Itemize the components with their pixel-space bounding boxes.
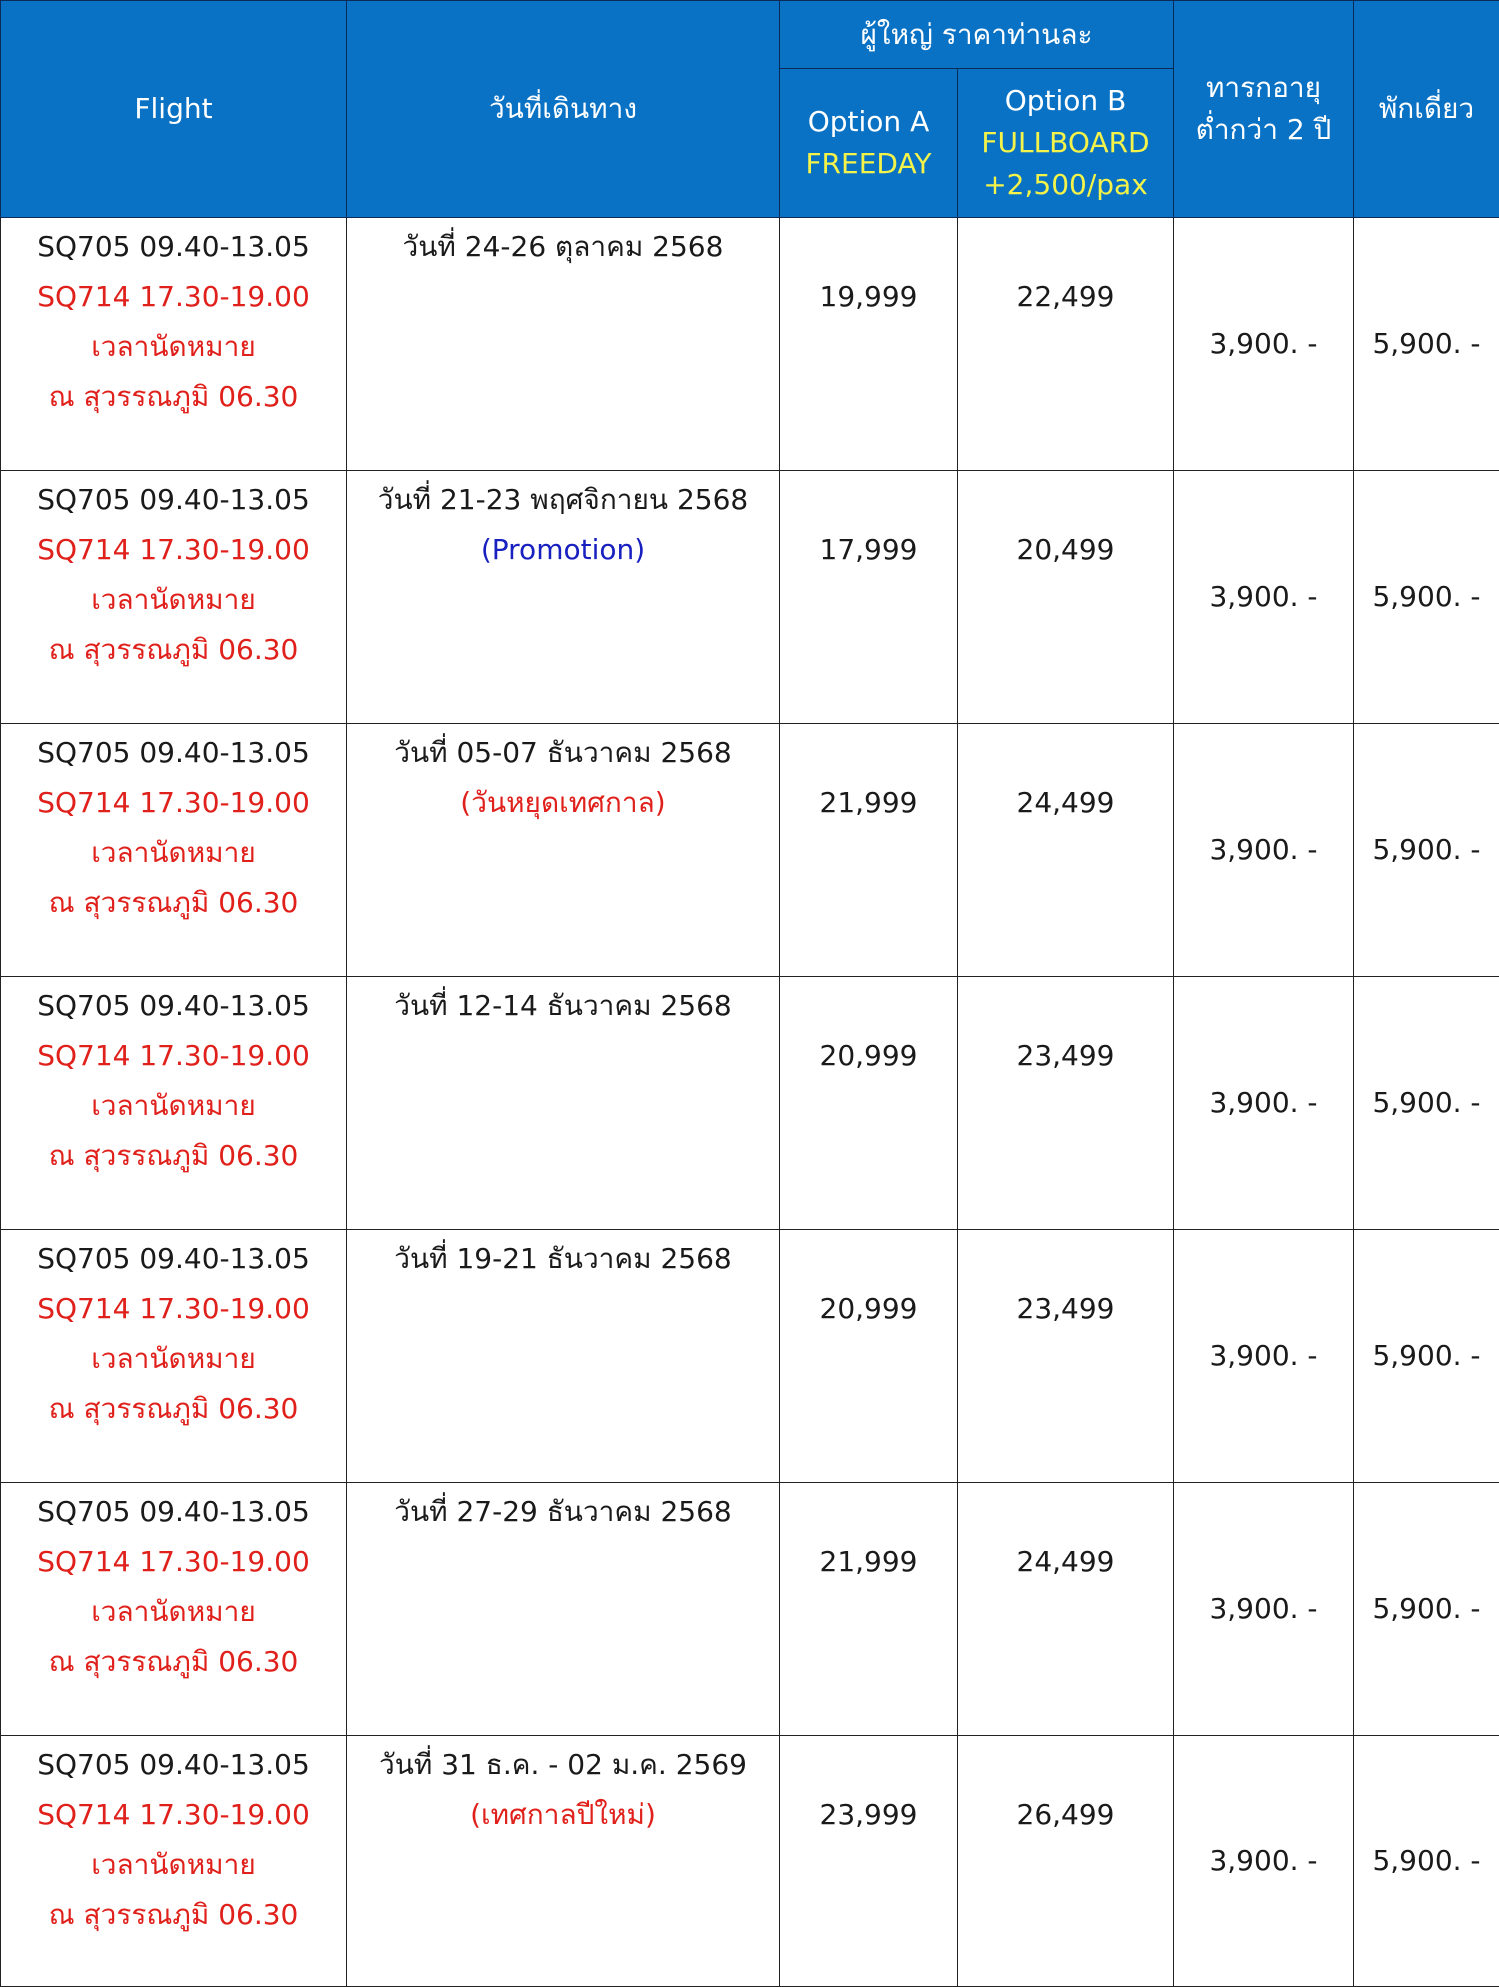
- outbound-flight: SQ705 09.40-13.05: [1, 728, 346, 778]
- single-supplement: 5,900. -: [1354, 1230, 1499, 1483]
- return-flight: SQ714 17.30-19.00: [1, 1031, 346, 1081]
- date-cell: [347, 471, 780, 724]
- option-a-price: 17,999: [780, 471, 958, 724]
- table-row: [1, 1483, 1499, 1736]
- outbound-flight: SQ705 09.40-13.05: [1, 475, 346, 525]
- header-option-b: [958, 69, 1174, 218]
- option-a-price: 20,999: [780, 977, 958, 1230]
- meeting-location: ณ สุวรรณภูมิ 06.30: [1, 1384, 346, 1434]
- table-row: [1, 1230, 1499, 1483]
- table-row: [1, 977, 1499, 1230]
- option-a-price: 20,999: [780, 1230, 958, 1483]
- option-b-price: 22,499: [958, 218, 1174, 471]
- flight-cell: [1, 471, 347, 724]
- table-row: [1, 1736, 1499, 1987]
- meeting-location: ณ สุวรรณภูมิ 06.30: [1, 1131, 346, 1181]
- travel-date: วันที่ 05-07 ธันวาคม 2568: [347, 728, 779, 778]
- outbound-flight: SQ705 09.40-13.05: [1, 1740, 346, 1790]
- date-cell: [347, 1483, 780, 1736]
- option-a-price: 19,999: [780, 218, 958, 471]
- header-adult-price: ผู้ใหญ่ ราคาท่านละ: [780, 1, 1174, 69]
- return-flight: SQ714 17.30-19.00: [1, 778, 346, 828]
- header-infant-line2: ต่ำกว่า 2 ปี: [1174, 109, 1353, 151]
- meeting-time-label: เวลานัดหมาย: [1, 1334, 346, 1384]
- infant-price: 3,900. -: [1174, 1483, 1354, 1736]
- flight-cell: [1, 1736, 347, 1987]
- flight-cell: [1, 1230, 347, 1483]
- travel-date: วันที่ 31 ธ.ค. - 02 ม.ค. 2569: [347, 1740, 779, 1790]
- return-flight: SQ714 17.30-19.00: [1, 272, 346, 322]
- header-option-b-sub1: FULLBOARD: [958, 122, 1173, 164]
- single-supplement: 5,900. -: [1354, 1483, 1499, 1736]
- return-flight: SQ714 17.30-19.00: [1, 1790, 346, 1840]
- travel-date: วันที่ 24-26 ตุลาคม 2568: [347, 222, 779, 272]
- header-infant: [1174, 1, 1354, 218]
- header-single: พักเดี่ยว: [1354, 1, 1499, 218]
- infant-price: 3,900. -: [1174, 1736, 1354, 1987]
- header-option-a-title: Option A: [780, 101, 957, 143]
- single-supplement: 5,900. -: [1354, 471, 1499, 724]
- option-b-price: 20,499: [958, 471, 1174, 724]
- meeting-time-label: เวลานัดหมาย: [1, 1840, 346, 1890]
- date-cell: [347, 1736, 780, 1987]
- meeting-location: ณ สุวรรณภูมิ 06.30: [1, 372, 346, 422]
- header-flight: Flight: [1, 1, 347, 218]
- travel-date: วันที่ 21-23 พฤศจิกายน 2568: [347, 475, 779, 525]
- meeting-location: ณ สุวรรณภูมิ 06.30: [1, 1890, 346, 1940]
- meeting-time-label: เวลานัดหมาย: [1, 322, 346, 372]
- date-cell: [347, 724, 780, 977]
- option-a-price: 23,999: [780, 1736, 958, 1987]
- infant-price: 3,900. -: [1174, 471, 1354, 724]
- date-cell: [347, 977, 780, 1230]
- header-option-b-title: Option B: [958, 80, 1173, 122]
- option-b-price: 24,499: [958, 724, 1174, 977]
- meeting-time-label: เวลานัดหมาย: [1, 575, 346, 625]
- return-flight: SQ714 17.30-19.00: [1, 1284, 346, 1334]
- flight-cell: [1, 724, 347, 977]
- table-row: [1, 218, 1499, 471]
- option-b-price: 23,499: [958, 977, 1174, 1230]
- meeting-location: ณ สุวรรณภูมิ 06.30: [1, 625, 346, 675]
- outbound-flight: SQ705 09.40-13.05: [1, 1487, 346, 1537]
- single-supplement: 5,900. -: [1354, 724, 1499, 977]
- meeting-time-label: เวลานัดหมาย: [1, 1081, 346, 1131]
- option-a-price: 21,999: [780, 1483, 958, 1736]
- option-b-price: 24,499: [958, 1483, 1174, 1736]
- table-row: [1, 724, 1499, 977]
- single-supplement: 5,900. -: [1354, 1736, 1499, 1987]
- header-travel-date: วันที่เดินทาง: [347, 1, 780, 218]
- travel-date: วันที่ 27-29 ธันวาคม 2568: [347, 1487, 779, 1537]
- meeting-time-label: เวลานัดหมาย: [1, 828, 346, 878]
- flight-cell: [1, 218, 347, 471]
- header-option-a-sub: FREEDAY: [780, 143, 957, 185]
- option-a-price: 21,999: [780, 724, 958, 977]
- outbound-flight: SQ705 09.40-13.05: [1, 222, 346, 272]
- option-b-price: 26,499: [958, 1736, 1174, 1987]
- header-option-a: [780, 69, 958, 218]
- flight-cell: [1, 1483, 347, 1736]
- travel-date: วันที่ 19-21 ธันวาคม 2568: [347, 1234, 779, 1284]
- header-option-b-sub2: +2,500/pax: [958, 164, 1173, 206]
- single-supplement: 5,900. -: [1354, 218, 1499, 471]
- meeting-location: ณ สุวรรณภูมิ 06.30: [1, 878, 346, 928]
- table-row: [1, 471, 1499, 724]
- outbound-flight: SQ705 09.40-13.05: [1, 981, 346, 1031]
- promotion-note: (Promotion): [347, 525, 779, 575]
- outbound-flight: SQ705 09.40-13.05: [1, 1234, 346, 1284]
- date-cell: [347, 1230, 780, 1483]
- infant-price: 3,900. -: [1174, 218, 1354, 471]
- infant-price: 3,900. -: [1174, 724, 1354, 977]
- date-cell: [347, 218, 780, 471]
- meeting-location: ณ สุวรรณภูมิ 06.30: [1, 1637, 346, 1687]
- new-year-note: (เทศกาลปีใหม่): [347, 1790, 779, 1840]
- infant-price: 3,900. -: [1174, 1230, 1354, 1483]
- infant-price: 3,900. -: [1174, 977, 1354, 1230]
- return-flight: SQ714 17.30-19.00: [1, 1537, 346, 1587]
- option-b-price: 23,499: [958, 1230, 1174, 1483]
- meeting-time-label: เวลานัดหมาย: [1, 1587, 346, 1637]
- travel-date: วันที่ 12-14 ธันวาคม 2568: [347, 981, 779, 1031]
- return-flight: SQ714 17.30-19.00: [1, 525, 346, 575]
- flight-cell: [1, 977, 347, 1230]
- holiday-note: (วันหยุดเทศกาล): [347, 778, 779, 828]
- single-supplement: 5,900. -: [1354, 977, 1499, 1230]
- header-infant-line1: ทารกอายุ: [1174, 67, 1353, 109]
